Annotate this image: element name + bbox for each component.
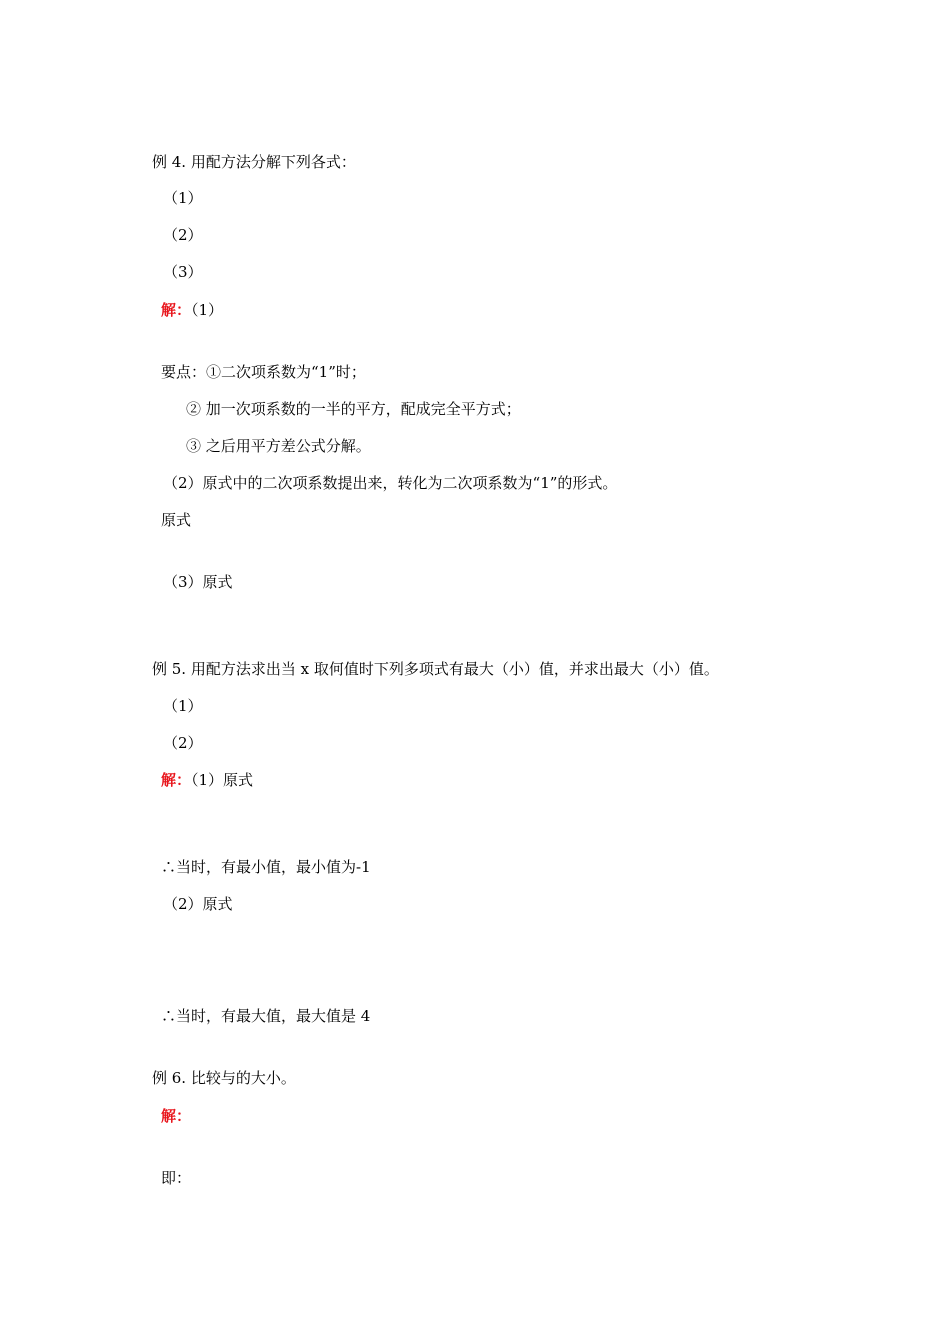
solution-part-1: （1）原式 xyxy=(191,771,254,789)
example-5-conclusion-1: ∴当时，有最小值，最小值为-1 xyxy=(161,858,371,876)
example-4-question-3: （3） xyxy=(163,263,203,281)
key-points-1: 要点：①二次项系数为“1”时； xyxy=(161,363,366,381)
solution-label: 解： xyxy=(161,301,192,319)
solution-part-1: （1） xyxy=(191,301,224,319)
example-5-solution-2: （2）原式 xyxy=(163,895,233,913)
key-points-3: ③ 之后用平方差公式分解。 xyxy=(186,437,371,455)
example-6-solution-label: 解： xyxy=(161,1107,192,1125)
example-4-solution xyxy=(161,300,223,320)
solution-label: 解： xyxy=(161,771,192,789)
key-points-2: ② 加一次项系数的一半的平方，配成完全平方式； xyxy=(186,400,521,418)
example-6-ji: 即： xyxy=(161,1169,192,1187)
example-4-title: 例 4. 用配方法分解下列各式： xyxy=(152,153,356,171)
example-5-question-2: （2） xyxy=(163,734,203,752)
example-5-title: 例 5. 用配方法求出当 x 取何值时下列多项式有最大（小）值，并求出最大（小）值。 xyxy=(152,660,719,678)
example-4-solution-3: （3）原式 xyxy=(163,573,233,591)
example-4-solution-2: （2）原式中的二次项系数提出来，转化为二次项系数为“1”的形式。 xyxy=(163,474,618,492)
example-4-solution-2-original: 原式 xyxy=(161,511,192,529)
example-4-question-2: （2） xyxy=(163,226,203,244)
example-4-question-1: （1） xyxy=(163,189,203,207)
example-5-question-1: （1） xyxy=(163,697,203,715)
example-6-title: 例 6. 比较与的大小。 xyxy=(152,1069,296,1087)
example-5-solution xyxy=(161,770,253,790)
example-5-conclusion-2: ∴当时，有最大值，最大值是 4 xyxy=(161,1007,371,1025)
